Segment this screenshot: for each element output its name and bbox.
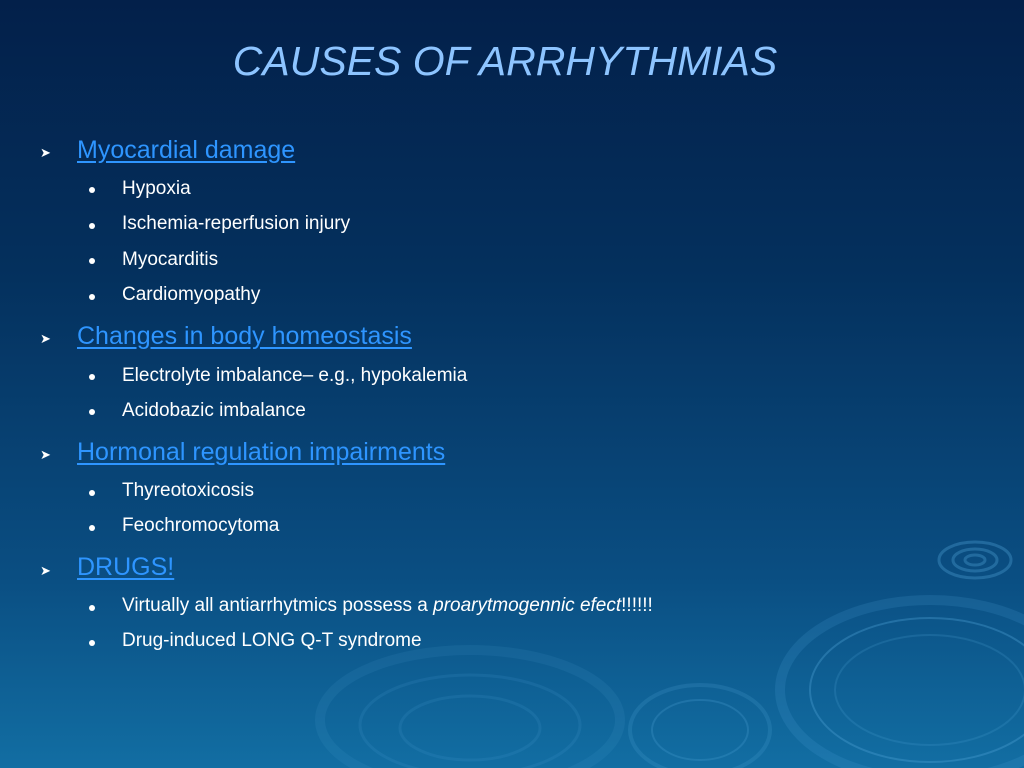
section-heading-body-homeostasis[interactable]: Changes in body homeostasis bbox=[77, 322, 412, 350]
list-item: Thyreotoxicosis bbox=[122, 480, 254, 501]
list-item bbox=[122, 595, 653, 617]
chevron-right-icon: ➤ bbox=[40, 145, 51, 160]
bullet-dot-icon bbox=[89, 223, 95, 229]
section-heading-hormonal-regulation[interactable]: Hormonal regulation impairments bbox=[77, 438, 446, 466]
bullet-dot-icon bbox=[89, 525, 95, 531]
list-item: Acidobazic imbalance bbox=[122, 400, 306, 421]
list-item: Electrolyte imbalance– e.g., hypokalemia bbox=[122, 365, 468, 386]
bullet-dot-icon bbox=[89, 409, 95, 415]
item-text-emphasis: proarytmogennic efect bbox=[433, 595, 622, 616]
slide-title: CAUSES OF ARRHYTHMIAS bbox=[232, 38, 778, 84]
section-heading-drugs[interactable]: DRUGS! bbox=[77, 553, 175, 581]
chevron-right-icon: ➤ bbox=[40, 331, 51, 346]
bullet-dot-icon bbox=[89, 294, 95, 300]
section-heading-myocardial-damage[interactable]: Myocardial damage bbox=[77, 136, 296, 164]
bullet-dot-icon bbox=[89, 490, 95, 496]
item-text-suffix: !!!!!! bbox=[621, 595, 653, 616]
list-item: Drug-induced LONG Q-T syndrome bbox=[122, 630, 422, 651]
list-item: Hypoxia bbox=[122, 178, 191, 199]
bullet-dot-icon bbox=[89, 640, 95, 646]
chevron-right-icon: ➤ bbox=[40, 563, 51, 578]
list-item: Feochromocytoma bbox=[122, 515, 280, 536]
list-item: Myocarditis bbox=[122, 249, 219, 270]
bullet-dot-icon bbox=[89, 374, 95, 380]
bullet-dot-icon bbox=[89, 605, 95, 611]
chevron-right-icon: ➤ bbox=[40, 447, 51, 462]
bullet-dot-icon bbox=[89, 187, 95, 193]
item-text-prefix: Virtually all antiarrhytmics possess a bbox=[122, 595, 434, 616]
bullet-dot-icon bbox=[89, 258, 95, 264]
list-item: Ischemia-reperfusion injury bbox=[122, 213, 351, 234]
list-item: Cardiomyopathy bbox=[122, 284, 261, 305]
